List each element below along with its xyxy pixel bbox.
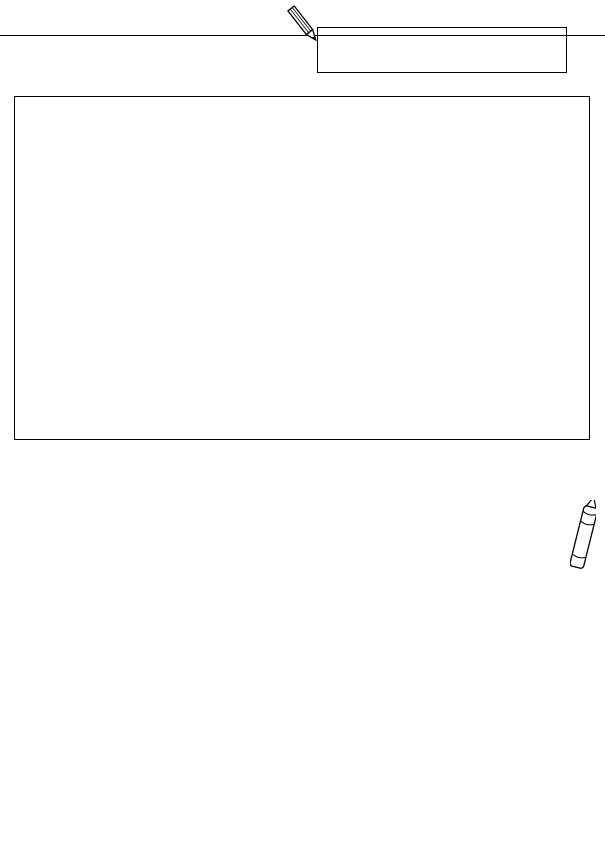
fruit-picture-area bbox=[14, 96, 590, 440]
tally-chart bbox=[15, 465, 570, 835]
fruit-picture bbox=[15, 97, 591, 441]
crayon-icon bbox=[570, 500, 596, 580]
name-field[interactable] bbox=[317, 27, 567, 73]
